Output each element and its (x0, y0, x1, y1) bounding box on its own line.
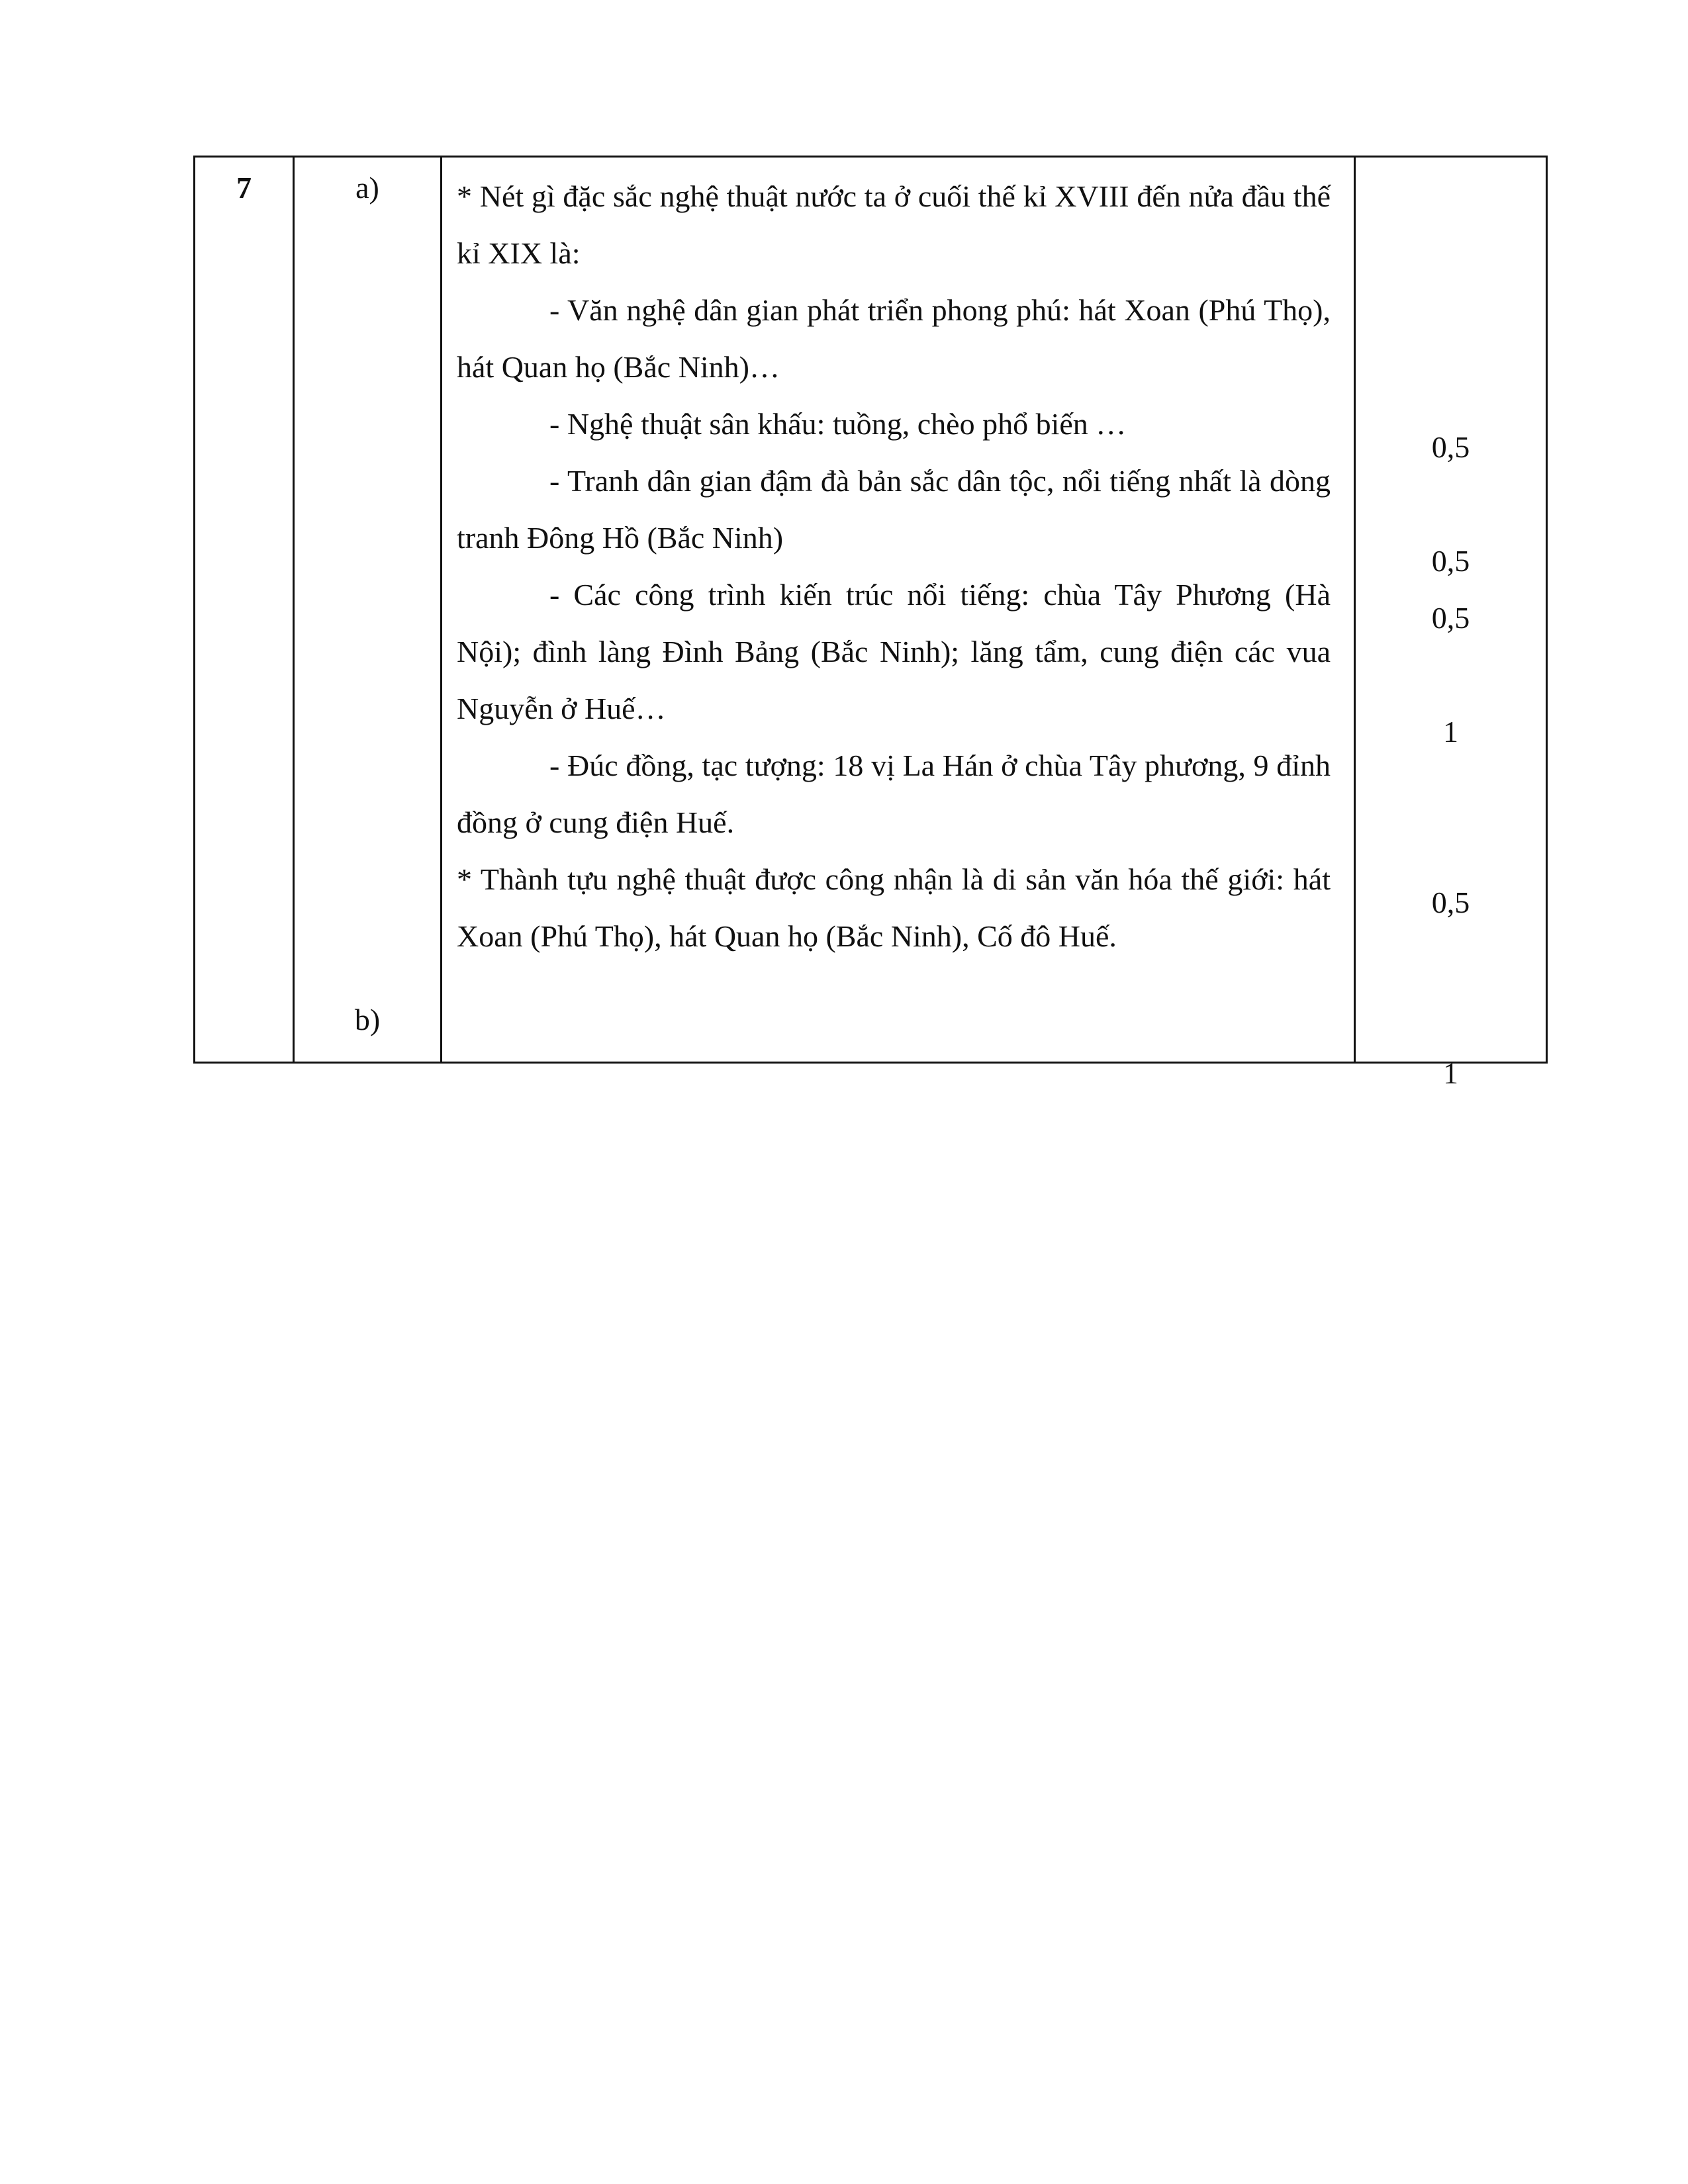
part-label-column (295, 158, 442, 1062)
answer-item-stage-arts: - Nghệ thuật sân khấu: tuồng, chèo phổ biến … (549, 407, 1127, 441)
score-part-b: 1 (1443, 1056, 1458, 1090)
score-stage-arts: 0,5 (1431, 544, 1470, 578)
score-column (1356, 158, 1546, 1090)
score-folk-arts: 0,5 (1431, 430, 1470, 464)
score-architecture: 1 (1443, 715, 1458, 749)
answer-content-column (442, 158, 1356, 1062)
part-a-label: a) (355, 171, 379, 205)
score-bronze-sculpture: 0,5 (1431, 886, 1470, 919)
part-b-answer: * Thành tựu nghệ thuật được công nhận là di sản văn hóa thế giới: hát Xoan (Phú Thọ), hát Quan họ (Bắc Ninh), Cố đô Huế. (457, 862, 1331, 953)
answer-content (457, 168, 1331, 965)
question-number: 7 (236, 171, 252, 205)
answer-item-bronze-sculpture: - Đúc đồng, tạc tượng: 18 vị La Hán ở chùa Tây phương, 9 đỉnh đồng ở cung điện Huế. (457, 749, 1331, 839)
part-b-label: b) (354, 1003, 381, 1036)
score-folk-paintings: 0,5 (1431, 601, 1470, 635)
question-number-column (195, 158, 295, 1062)
answer-table (193, 156, 1548, 1090)
part-a-intro: * Nét gì đặc sắc nghệ thuật nước ta ở cuối thế kỉ XVIII đến nửa đầu thế kỉ XIX là: (457, 179, 1331, 270)
answer-item-folk-arts: - Văn nghệ dân gian phát triển phong phú: hát Xoan (Phú Thọ), hát Quan họ (Bắc Ninh)… (457, 293, 1331, 384)
answer-item-folk-paintings: - Tranh dân gian đậm đà bản sắc dân tộc, nổi tiếng nhất là dòng tranh Đông Hồ (Bắc Ninh) (457, 464, 1331, 555)
answer-item-architecture: - Các công trình kiến trúc nổi tiếng: chùa Tây Phương (Hà Nội); đình làng Đình Bảng (Bắc Ninh); lăng tẩm, cung điện các vua Nguyễn ở Huế… (457, 578, 1331, 725)
